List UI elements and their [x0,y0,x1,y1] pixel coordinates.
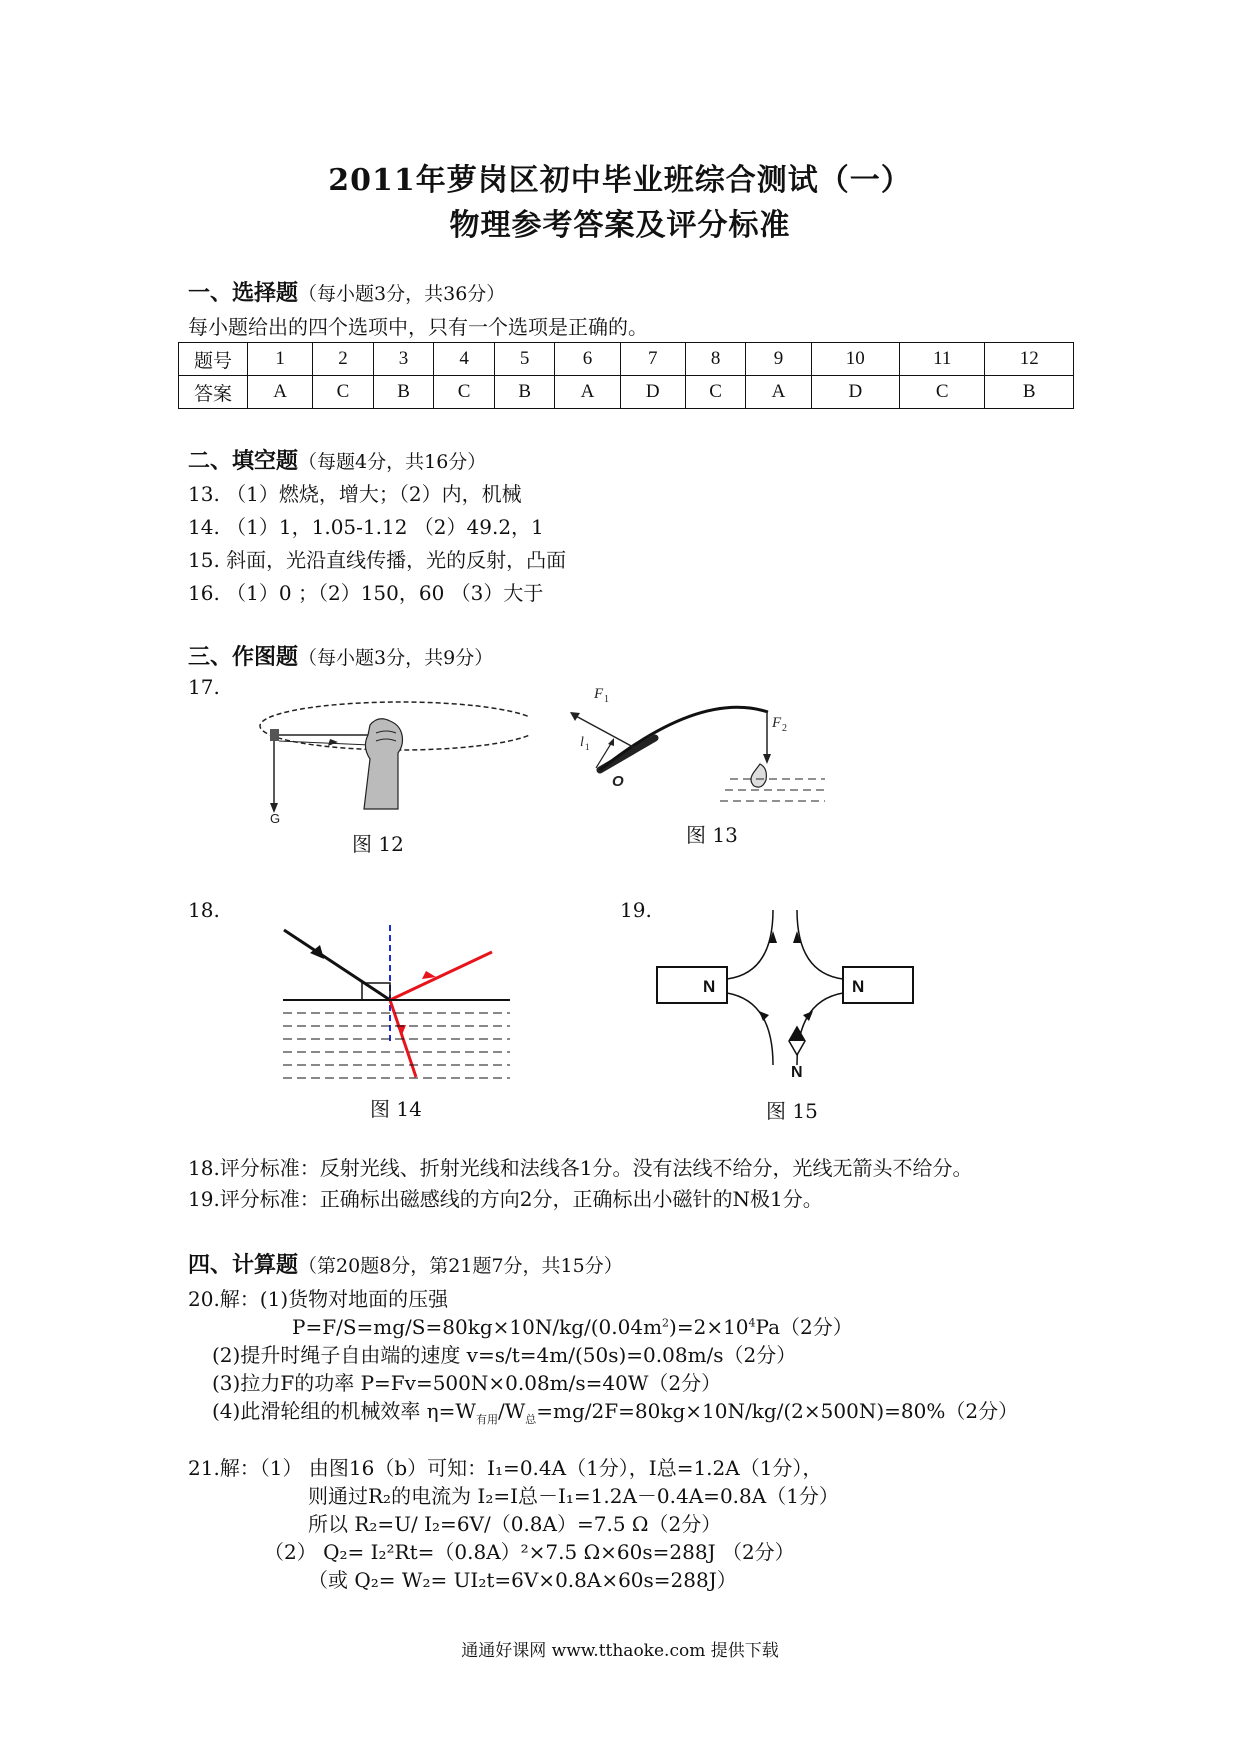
q20-line-5b: 有用 [475,1413,498,1426]
q20-line-2c: )=2×10 [669,1315,749,1339]
gravity-label: G [270,811,281,825]
q21-line-4: （2） Q₂= I₂²Rt=（0.8A）²×7.5 Ω×60s=288J （2分） [264,1540,795,1564]
f2-arrowhead [763,754,771,764]
q20-line-5c: /W [497,1399,526,1423]
q20-line-5e: =mg/2F=80kg×10N/kg/(2×500N)=80%（2分） [536,1399,1019,1423]
table-cell: 12 [985,343,1074,376]
field-line-top-right [797,910,843,979]
table-cell: 4 [434,343,495,376]
table-cell: A [555,376,620,409]
table-cell: 2 [313,343,374,376]
answer-line-16: 16. （1）0 ；（2）150，60 （3）大于 [188,581,544,605]
f1-label: F [594,686,604,702]
string-arrowhead [328,739,338,746]
question-17-label: 17. [188,675,220,699]
field-line-bottom-right [797,993,843,1065]
title-line2: 物理参考答案及评分标准 [449,208,791,243]
section1-heading-row [188,276,505,307]
fishing-rod [600,707,768,770]
q20-line-1: 20.解：(1)货物对地面的压强 [188,1287,449,1311]
table-cell: C [313,376,374,409]
field-line-top-left [727,910,773,979]
q20-line-5 [212,1395,1018,1427]
table-cell: 7 [620,343,685,376]
section1-note: （每小题3分，共36分） [298,283,506,305]
reflected-ray [390,952,492,1000]
incident-ray [284,930,390,1000]
f2-label: F [772,715,782,731]
table-cell: C [434,376,495,409]
figure-12-diagram [250,685,530,825]
hand-shape [364,719,403,809]
section2-note: （每题4分，共16分） [298,451,487,473]
table-cell: C [685,376,746,409]
field-arrow-bottom-left [759,1011,769,1021]
table-cell: B [985,376,1074,409]
table-cell: 11 [900,343,985,376]
table-cell: D [811,376,899,409]
table-cell: 8 [685,343,746,376]
right-magnet-n-label: N [852,977,865,996]
f1-label-sub: 1 [604,694,609,705]
answer-line-14: 14. （1）1，1.05-1.12 （2）49.2，1 [188,515,544,539]
table-cell: B [494,376,555,409]
section4-note: （第20题8分，第21题7分，共15分） [298,1255,623,1277]
answer-table [178,342,1074,409]
row-label-ans: 答案 [179,376,248,409]
table-cell: D [620,376,685,409]
question-18-label: 18. [188,898,220,922]
section1-desc: 每小题给出的四个选项中，只有一个选项是正确的。 [188,315,648,339]
answer-line-15: 15. 斜面，光沿直线传播，光的反射，凸面 [188,548,567,572]
figure-12-caption: 图 12 [352,832,404,856]
q20-line-4: (3)拉力F的功率 P=Fv=500N×0.08m/s=40W（2分） [212,1371,722,1395]
footer-source: 通通好课网 www.tthaoke.com 提供下载 [461,1641,779,1661]
l1-arrowhead [608,738,614,746]
q21-line-2: 则通过R₂的电流为 I₂=I总－I₁=1.2A－0.4A=0.8A（1分） [308,1484,839,1508]
table-cell: 1 [248,343,313,376]
figure-14-diagram [240,925,520,1085]
criteria-19: 19.评分标准：正确标出磁感线的方向2分，正确标出小磁针的N极1分。 [188,1187,823,1211]
title-line1: 2011年萝岗区初中毕业班综合测试（一） [328,163,912,198]
f1-arrowhead [570,712,580,721]
q20-line-2a: P=F/S=mg/S=80kg×10N/kg/(0.04m [292,1315,663,1339]
q20-line-5a: (4)此滑轮组的机械效率 η=W [212,1399,476,1423]
section4-heading: 四、计算题 [188,1253,299,1278]
row-label-num: 题号 [179,343,248,376]
table-cell: B [373,376,434,409]
section4-heading-row [188,1248,623,1279]
answer-table-row-answers [179,376,1074,409]
q20-line-3: (2)提升时绳子自由端的速度 v=s/t=4m/(50s)=0.08m/s（2分） [212,1343,797,1367]
section3-heading-row [188,640,493,671]
table-cell: A [248,376,313,409]
string-line-lower [279,741,370,745]
left-magnet-n-label: N [703,977,716,996]
table-cell: 3 [373,343,434,376]
f2-label-sub: 2 [782,723,787,734]
pivot-o-label: O [612,773,624,790]
compass-n-label: N [791,1064,803,1081]
table-cell: 10 [811,343,899,376]
criteria-18: 18.评分标准：反射光线、折射光线和法线各1分。没有法线不给分，光线无箭头不给分。 [188,1156,973,1180]
l1-label-sub: 1 [585,742,590,752]
q20-line-2d: 4 [748,1316,756,1330]
section2-heading-row [188,444,486,475]
field-arrow-bottom-right [803,1011,813,1021]
figure-13-caption: 图 13 [686,823,738,847]
l1-label: l [580,735,584,750]
section3-heading: 三、作图题 [188,645,299,670]
q21-line-3: 所以 R₂=U/ I₂=6V/（0.8A）=7.5 Ω（2分） [308,1512,722,1536]
q20-line-2b: 2 [662,1316,670,1330]
figure-15-caption: 图 15 [766,1099,818,1123]
answer-table-row-numbers [179,343,1074,376]
left-magnet [657,967,727,1003]
table-cell: 5 [494,343,555,376]
q20-line-5d: 总 [525,1413,537,1426]
q20-line-2 [292,1311,853,1340]
section2-heading: 二、填空题 [188,449,299,474]
question-19-label: 19. [620,898,652,922]
figure-13-diagram [560,680,850,810]
table-cell: A [746,376,811,409]
fish-shape [751,764,766,787]
section3-note: （每小题3分，共9分） [298,647,494,669]
section1-heading: 一、选择题 [188,281,299,306]
q21-line-1: 21.解：（1） 由图16（b）可知：I₁=0.4A（1分），I总=1.2A（1分）， [188,1456,823,1480]
answer-line-13: 13. （1）燃烧，增大；（2）内，机械 [188,482,522,506]
figure-15-diagram [655,905,925,1090]
q20-line-2e: Pa（2分） [755,1315,853,1339]
field-line-bottom-left [727,993,773,1065]
figure-14-caption: 图 14 [370,1097,422,1121]
small-object [270,729,279,741]
table-cell: 6 [555,343,620,376]
table-cell: C [900,376,985,409]
table-cell: 9 [746,343,811,376]
q21-line-5: （或 Q₂= W₂= UI₂t=6V×0.8A×60s=288J） [308,1568,737,1592]
